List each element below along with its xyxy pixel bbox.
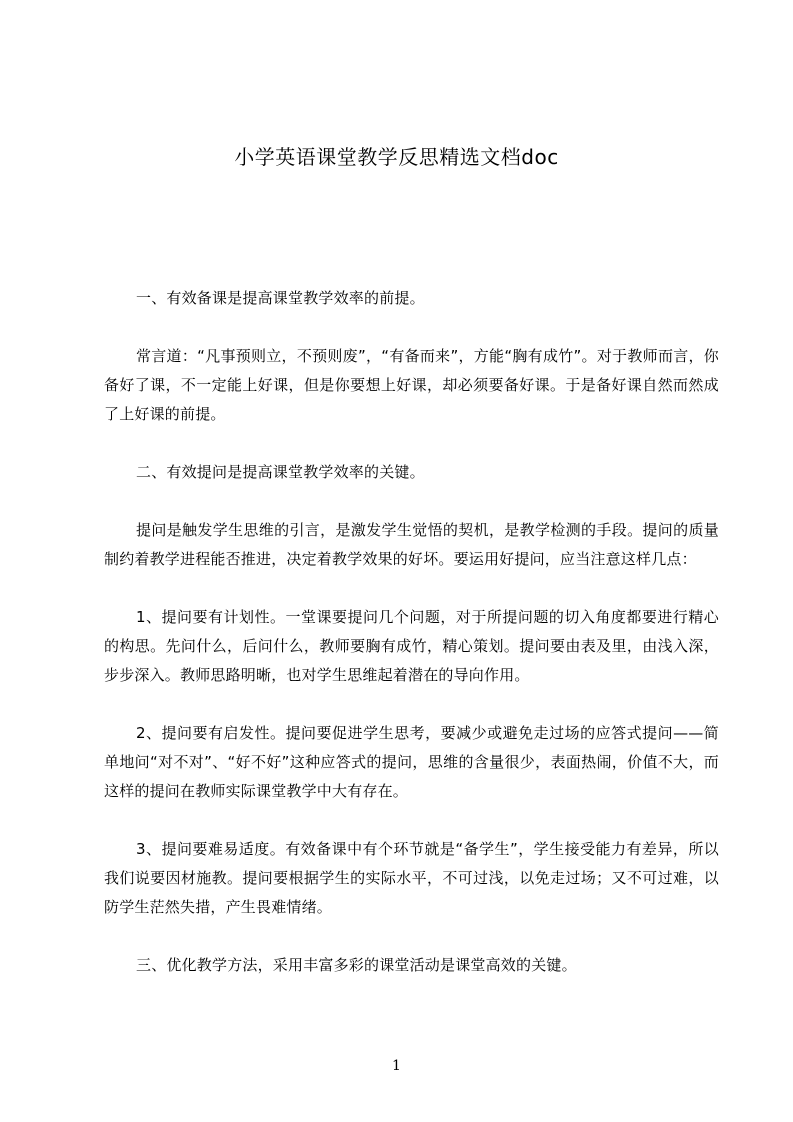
page-number: 1: [392, 1058, 401, 1074]
paragraph-point-2: 2、提问要有启发性。提问要促进学生思考，要减少或避免走过场的应答式提问——简单地问“对不对”、“好不好”这种应答式的提问，思维的含量很少，表面热闹，价值不大，而这样的提问在教师实际课堂教学中大有存在。: [104, 724, 719, 800]
document-title: 小学英语课堂教学反思精选文档doc: [234, 145, 559, 169]
section-heading-2: 二、有效提问是提高课堂教学效率的关键。: [136, 463, 425, 481]
section-heading-1: 一、有效备课是提高课堂教学效率的前提。: [136, 289, 425, 307]
document-body: [104, 284, 719, 1009]
paragraph-preparation: 常言道：“凡事预则立，不预则废”，“有备而来”，方能“胸有成竹”。对于教师而言，你备好了课，不一定能上好课，但是你要想上好课，却必须要备好课。于是备好课自然而然成了上好课的前提。: [104, 347, 719, 423]
paragraph-point-3: 3、提问要难易适度。有效备课中有个环节就是“备学生”，学生接受能力有差异，所以我们说要因材施教。提问要根据学生的实际水平，不可过浅，以免走过场；又不可过难，以防学生茫然失措，产生畏难情绪。: [104, 840, 719, 916]
section-heading-3: 三、优化教学方法，采用丰富多彩的课堂活动是课堂高效的关键。: [136, 956, 577, 974]
paragraph-questioning: 提问是触发学生思维的引言，是激发学生觉悟的契机，是教学检测的手段。提问的质量制约着教学进程能否推进，决定着教学效果的好坏。要运用好提问，应当注意这样几点：: [104, 521, 719, 568]
paragraph-point-1: 1、提问要有计划性。一堂课要提问几个问题，对于所提问题的切入角度都要进行精心的构思。先问什么，后问什么，教师要胸有成竹，精心策划。提问要由表及里，由浅入深，步步深入。教师思路明晰，也对学生思维起着潜在的导向作用。: [104, 608, 719, 684]
